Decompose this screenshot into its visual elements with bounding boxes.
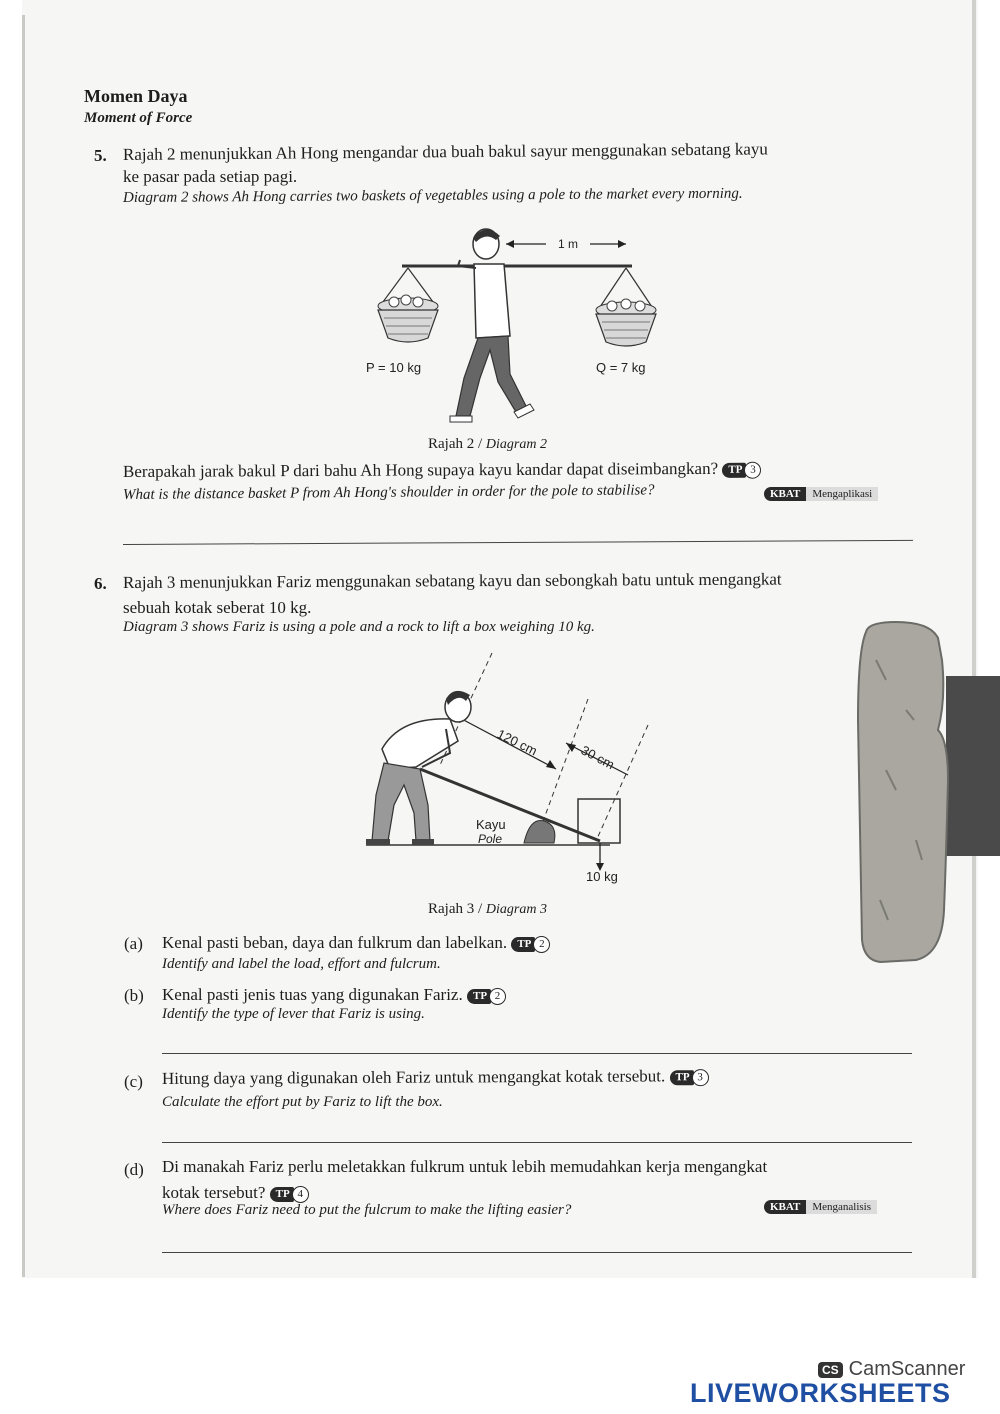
q5-question-ms-text: Berapakah jarak bakul P dari bahu Ah Hong supaya kayu kandar dapat diseimbangkan? [122, 458, 719, 481]
kbat-level: Mengaplikasi [806, 487, 878, 501]
stone-object [856, 620, 1000, 970]
label-120cm: 120 cm [494, 726, 540, 759]
label-p: P = 10 kg [366, 360, 422, 375]
caption-en: Diagram 3 [485, 902, 547, 917]
distance-arrow [506, 235, 626, 251]
kbat-label: KBAT [764, 1200, 806, 1214]
liveworksheets-text: LIVEWORKSHEETS [690, 1378, 951, 1408]
guide-line [596, 725, 648, 841]
tp-badge: TP [270, 1187, 294, 1202]
part-c-label: (c) [124, 1072, 143, 1091]
part-a-label: (a) [124, 934, 143, 953]
tp-badge: TP [467, 989, 491, 1004]
part-c-answer-line[interactable] [162, 1142, 912, 1143]
q5-text-ms-1: Rajah 2 menunjukkan Ah Hong mengandar dua buah bakul sayur menggunakan sebatang kayu [122, 139, 768, 164]
kbat-label: KBAT [764, 487, 806, 501]
q6-number: 6. [94, 574, 107, 593]
kbat-level: Menganalisis [806, 1200, 877, 1214]
tp-level: 2 [489, 988, 506, 1005]
ah-hong-figure [450, 229, 534, 422]
part-b-ms [162, 984, 506, 1006]
diagram-2 [350, 218, 670, 433]
label-q: Q = 7 kg [596, 360, 646, 375]
fariz-figure [366, 691, 471, 845]
part-c-en: Calculate the effort put by Fariz to lift the box. [162, 1094, 443, 1110]
page-edge [22, 15, 25, 1277]
part-b-label: (b) [124, 986, 144, 1005]
label-30cm: 30 cm [578, 742, 617, 773]
part-d-answer-line[interactable] [162, 1252, 912, 1253]
box [578, 799, 620, 843]
tp-badge: TP [511, 937, 535, 952]
tp-badge: TP [669, 1070, 693, 1085]
diagram-3-caption [428, 901, 547, 918]
tp-level: 2 [533, 936, 550, 953]
part-b-en: Identify the type of lever that Fariz is using. [162, 1006, 425, 1022]
part-c-ms [162, 1065, 709, 1090]
part-a-ms-text: Kenal pasti beban, daya dan fulkrum dan labelkan. [162, 933, 508, 952]
camscanner-text: CamScanner [848, 1358, 966, 1380]
tp-level: 3 [744, 461, 761, 478]
q5-text-en: Diagram 2 shows Ah Hong carries two baskets of vegetables using a pole to the market every morning. [122, 185, 743, 206]
section-title: Momen Daya [84, 86, 188, 106]
part-b-ms-text: Kenal pasti jenis tuas yang digunakan Fariz. [162, 985, 463, 1004]
caption-ms: Rajah 3 / [428, 901, 483, 917]
part-d-ms-1: Di manakah Fariz perlu meletakkan fulkrum untuk lebih memudahkan kerja mengangkat [162, 1157, 768, 1176]
part-d-ms-2 [162, 1182, 309, 1204]
q6-text-en: Diagram 3 shows Fariz is using a pole and a rock to lift a box weighing 10 kg. [123, 619, 595, 635]
part-d-ms-2-text: kotak tersebut? [162, 1183, 266, 1202]
part-b-answer-line[interactable] [162, 1053, 912, 1054]
kbat-badge [764, 487, 878, 501]
guide-line [538, 699, 588, 835]
part-d-en: Where does Fariz need to put the fulcrum to make the lifting easier? [162, 1202, 572, 1218]
q5-question-en-text: What is the distance basket P from Ah Hong's shoulder in order for the pole to stabilise? [122, 482, 655, 503]
q5-question-ms [123, 458, 762, 483]
rock [524, 820, 555, 843]
q6-text-ms-2: sebuah kotak seberat 10 kg. [123, 598, 312, 617]
caption-en: Diagram 2 [485, 437, 547, 452]
diagram-2-caption [428, 436, 547, 453]
caption-ms: Rajah 2 / [428, 436, 483, 452]
q5-text-ms-2: ke pasar pada setiap pagi. [123, 167, 298, 186]
kbat-badge [764, 1200, 877, 1214]
tp-level: 3 [692, 1069, 709, 1086]
basket-p [378, 268, 438, 342]
q5-number: 5. [94, 146, 107, 165]
section-subtitle: Moment of Force [84, 110, 193, 126]
tp-badge: TP [722, 462, 746, 477]
label-weight: 10 kg [586, 869, 618, 884]
basket-q [596, 268, 656, 346]
distance-label: 1 m [557, 237, 579, 251]
part-c-ms-text: Hitung daya yang digunakan oleh Fariz untuk mengangkat kotak tersebut. [161, 1066, 666, 1088]
pole [420, 769, 600, 841]
liveworksheets-logo[interactable] [690, 1378, 951, 1409]
part-a-en: Identify and label the load, effort and fulcrum. [162, 956, 441, 972]
label-pole-ms: Kayu [476, 817, 506, 832]
tp-level: 4 [292, 1186, 309, 1203]
label-pole-en: Pole [478, 832, 503, 846]
part-a-ms [162, 932, 550, 954]
diagram-3 [360, 645, 660, 895]
part-d-label: (d) [124, 1160, 144, 1179]
q6-text-ms-1: Rajah 3 menunjukkan Fariz menggunakan sebatang kayu dan sebongkah batu untuk mengangkat [122, 569, 782, 592]
camscanner-badge: CS [818, 1362, 843, 1378]
